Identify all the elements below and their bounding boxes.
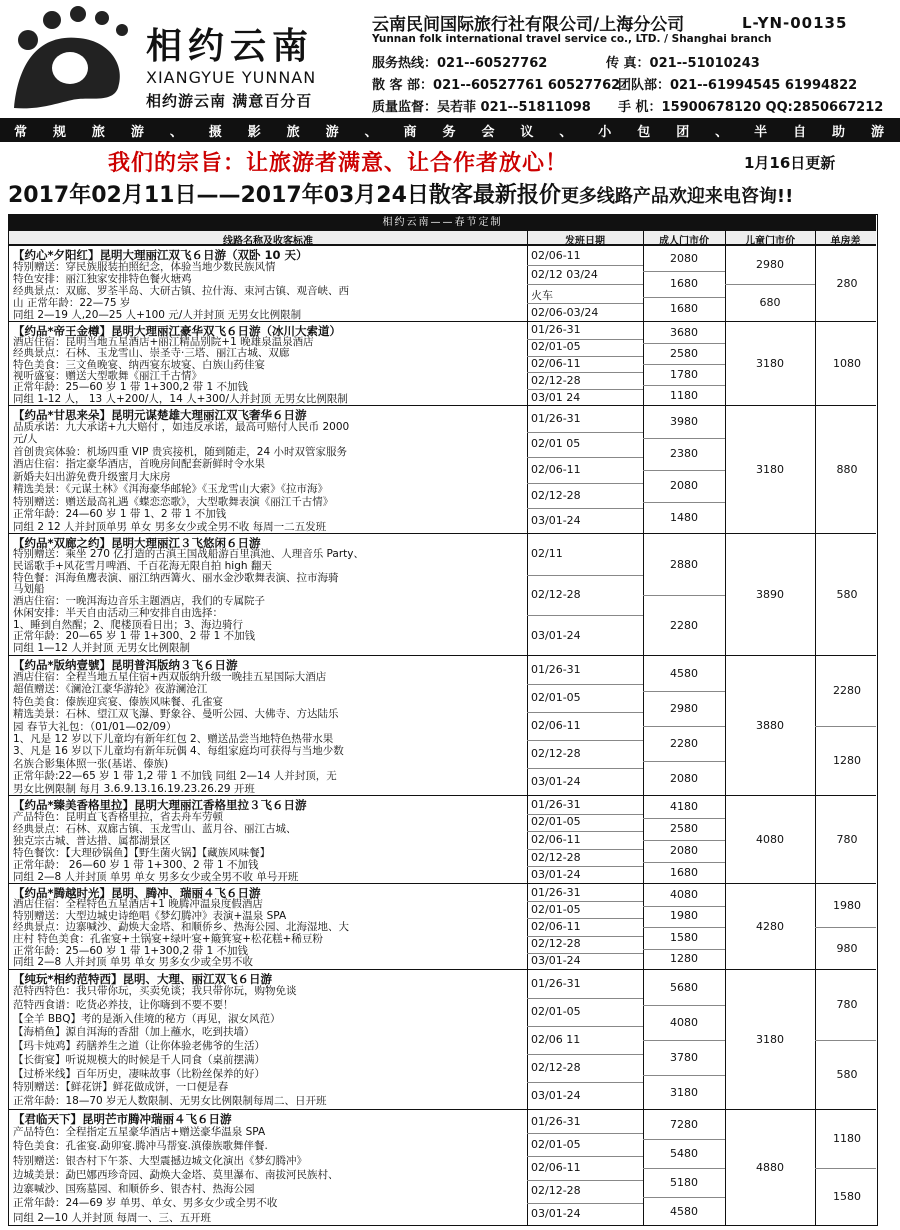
row-divider [643, 595, 725, 596]
single-supplement: 580 [836, 1068, 858, 1081]
departure-date: 03/01-24 [531, 1089, 581, 1102]
route-detail-line: 精选美景：石林、望江双飞瀑、野象谷、曼听公园、大佛寺、方达陆乐 [13, 708, 339, 721]
adult-price: 2080 [670, 479, 698, 492]
route-detail-line: 首创贵宾体验：机场四重 VIP 贵宾接机，随到随走，24 小时双管家服务 [13, 445, 347, 458]
adult-price: 2580 [670, 822, 698, 835]
route-detail-line: 山 正常年龄：22—75 岁 [13, 297, 131, 309]
route-detail-line: 范特西食谱：吃货必养技，让你嗨到不要不要！ [13, 998, 234, 1011]
row-divider [527, 953, 643, 954]
business-line-char: 常 [14, 124, 30, 140]
fax: 传 真：021--51010243 [606, 56, 760, 71]
departure-date: 02/12-28 [531, 850, 581, 864]
adult-price: 1480 [670, 511, 698, 524]
departure-date: 03/01-24 [531, 775, 581, 788]
route-detail-line: 正常年龄：18—70 岁无人数限制、无男女比例限制每周二、日开班 [13, 1095, 327, 1108]
adult-price: 2880 [670, 557, 698, 571]
adult-price: 4080 [670, 1015, 698, 1029]
route-detail-line: 名族合影集体照一张(基诺、傣族) [13, 757, 169, 770]
group-dept-phone: 团队部：021--61994545 61994822 [618, 78, 858, 93]
row-divider [643, 297, 725, 298]
route-detail-line: 正常年龄： 26—60 岁 1 带 1+300、2 带 1 不加钱 [13, 859, 259, 871]
route-block [9, 795, 876, 883]
row-divider [643, 1040, 725, 1041]
departure-date: 02/12-28 [531, 488, 581, 502]
headline-sub: 更多线路产品欢迎来电咨询!! [560, 186, 794, 207]
adult-price: 1680 [670, 302, 698, 316]
departure-date: 01/26-31 [531, 411, 581, 425]
adult-price: 3180 [670, 1085, 698, 1099]
business-line-char: 游 [870, 124, 886, 140]
departure-date: 02/06 11 [531, 1033, 581, 1046]
route-title: 【约心*夕阳红】昆明大理丽江双飞６日游（双卧 10 天） [13, 248, 308, 262]
retail-dept-phone: 散 客 部：021--60527761 60527762 [372, 78, 621, 93]
col-adult: 成人门市价 [659, 236, 709, 247]
departure-date: 02/06-03/24 [531, 305, 599, 319]
row-divider [815, 1168, 876, 1169]
business-line-char: 小 [598, 124, 614, 140]
business-line-char: 、 [169, 124, 185, 140]
row-divider [527, 483, 643, 484]
child-price: 3880 [756, 719, 784, 732]
child-price: 4880 [756, 1161, 784, 1174]
departure-date: 02/12-28 [531, 1061, 581, 1074]
row-divider [527, 372, 643, 373]
business-line-char: 规 [52, 124, 68, 140]
route-detail-line: 特色安排：丽江独家安排特色餐火塘鸡 [13, 273, 192, 285]
departure-date: 03/01-24 [531, 868, 581, 882]
company-name: 云南民间国际旅行社有限公司/上海分公司 [372, 15, 685, 35]
departure-date: 02/06-11 [531, 248, 581, 262]
departure-date: 02/01-05 [531, 691, 581, 704]
business-line-char: 商 [403, 124, 419, 140]
adult-price: 2980 [670, 701, 698, 715]
row-divider [527, 1203, 643, 1204]
route-detail-line: 新婚夫妇出游免费升级蜜月大床房 [13, 470, 171, 483]
business-line-char: 、 [715, 124, 731, 140]
route-detail-line: 边寨喊沙、国殇墓园、和顺侨乡、银杏村、热海公园 [13, 1183, 255, 1196]
adult-price: 3980 [670, 415, 698, 428]
row-divider [527, 849, 643, 850]
route-detail-line: 特别赠送：赠送最高礼遇《蝶恋恋歌》，大型歌舞表演《丽江千古情》 [13, 495, 334, 508]
route-detail-line: 独克宗古城、普达措、属都湖景区 [13, 835, 171, 847]
route-detail-line: 正常年龄：25—60 岁 1 带 1+300,2 带 1 不加钱 [13, 944, 248, 957]
departure-date: 03/01-24 [531, 628, 581, 642]
route-detail-line: 视听盛宴：赠送大型歌舞《丽江千古情》 [13, 370, 202, 382]
row-divider [527, 712, 643, 713]
adult-price: 2380 [670, 447, 698, 460]
row-divider [527, 768, 643, 769]
route-detail-line: 产品特色：全程指定五星豪华酒店+赠送豪华温泉 SPA [13, 1126, 266, 1138]
route-title: 【约品*甘思来朵】昆明元谋楚雄大理丽江双飞奢华６日游 [13, 408, 307, 422]
route-block [9, 883, 876, 969]
row-divider [527, 389, 643, 390]
brand-slogan: 相约游云南 满意百分百 [146, 92, 313, 110]
route-detail-line: 经典景点：边寨喊沙、勐焕大金塔、和顺侨乡、热海公园、北海湿地、大 [13, 921, 349, 934]
brand-name-en: XIANGYUE YUNNAN [146, 68, 317, 87]
adult-price: 4080 [670, 887, 698, 901]
route-detail-line: 【海梢鱼】源自洱海的香甜（加上蘸水，吃到扶墙） [13, 1026, 255, 1039]
departure-date: 02/12-28 [531, 1184, 581, 1198]
business-line-char: 、 [559, 124, 575, 140]
route-detail-line: 特别赠送：穿民族服装拍照纪念，体验当地少数民族风情 [13, 261, 276, 273]
departure-date: 02/01-05 [531, 1137, 581, 1151]
adult-price: 2080 [670, 844, 698, 857]
departure-date: 火车 [531, 288, 553, 302]
single-supplement: 780 [836, 833, 858, 846]
row-divider [527, 1082, 643, 1083]
route-title: 【约品*双廊之约】昆明大理丽江３飞悠闲６日游 [13, 536, 261, 550]
departure-date: 02/01 05 [531, 437, 581, 451]
child-price: 4280 [756, 920, 784, 933]
departure-date: 02/12-28 [531, 937, 581, 951]
route-detail-line: 正常年龄：24—69 岁 单男、单女、男多女少或全男不收 [13, 1197, 278, 1210]
row-divider [643, 761, 725, 762]
route-detail-line: 特色餐：洱海鱼鹰表演、丽江纳西篝火、丽水金沙歌舞表演、拉市海骑 [13, 571, 339, 584]
route-block [9, 245, 876, 321]
route-detail-line: 民谣歌手+风花雪月啤酒、千百花海无限自拍 high 翻天 [13, 559, 272, 572]
departure-date: 03/01-24 [531, 1207, 581, 1221]
row-divider [725, 284, 815, 285]
row-divider [527, 831, 643, 832]
route-detail-line: 酒店住宿：全程特色五星酒店+1 晚腾冲温泉度假酒店 [13, 898, 263, 910]
single-supplement: 1080 [833, 357, 861, 370]
header [0, 0, 900, 118]
route-detail-line: 3、凡是 16 岁以下儿童均有新年玩偶 4、每组家庭均可获得与当地少数 [13, 745, 344, 758]
route-detail-line: 边城美景：勐巴娜西珍奇园、勐焕大金塔、莫里瀑布、南拔河民族村、 [13, 1168, 339, 1181]
single-supplement: 1580 [833, 1190, 861, 1203]
quality-supervision: 质量监督：吴若菲 021--51811098 [372, 100, 591, 115]
row-divider [527, 284, 643, 285]
route-detail-line: 同组 1—12 人并封顶 无男女比例限制 [13, 642, 191, 655]
single-supplement: 1980 [833, 898, 861, 912]
route-detail-line: 男女比例限制 每月 3.6.9.13.16.19.23.26.29 开班 [13, 782, 255, 795]
row-divider [643, 1139, 725, 1140]
adult-price: 3680 [670, 325, 698, 339]
business-line-char: 旅 [286, 124, 302, 140]
route-detail-line: 正常年龄：20—65 岁 1 带 1+300、2 带 1 不加钱 [13, 630, 256, 643]
departure-date: 02/11 [531, 547, 563, 561]
child-price: 3180 [756, 1033, 784, 1046]
departure-date: 02/01-05 [531, 902, 581, 916]
adult-price: 2280 [670, 618, 698, 632]
service-hotline: 服务热线：021--60527762 [372, 56, 548, 71]
departure-date: 03/01-24 [531, 954, 581, 968]
route-detail-line: 经典景点：石林、玉龙雪山、崇圣寺·三塔、丽江古城、双廊 [13, 347, 290, 360]
row-divider [643, 502, 725, 503]
route-detail-line: 1、睡到自然醒；2、爬楼顶看日出；3、海边骑行 [13, 618, 244, 631]
route-detail-line: 正常年龄:22—65 岁 1 带 1,2 带 1 不加钱 同组 2—14 人并封顶，无 [13, 770, 337, 783]
single-supplement: 580 [836, 588, 858, 601]
route-detail-line: 酒店住宿：指定豪华酒店，首晚房间配套新鲜时令水果 [13, 458, 265, 471]
route-detail-line: 元/人 [13, 433, 38, 446]
table-title: 相约云南——春节定制 [9, 215, 876, 231]
row-divider [643, 906, 725, 907]
route-block [9, 321, 876, 405]
row-divider [527, 998, 643, 999]
route-detail-line: 特别赠送：大型边城史诗绝唱《梦幻腾冲》表演+温泉 SPA [13, 909, 287, 922]
route-title: 【约品*臻美香格里拉】昆明大理丽江香格里拉３飞６日游 [13, 798, 307, 812]
row-divider [527, 1133, 643, 1134]
price-table [8, 214, 878, 1226]
row-divider [527, 1156, 643, 1157]
route-detail-line: 精选美景：《元谋土林》《洱海豪华邮轮》《玉龙雪山大索》《拉市海》 [13, 483, 328, 496]
adult-price: 5680 [670, 980, 698, 994]
mobile-qq: 手 机：15900678120 QQ:2850667212 [618, 100, 884, 115]
business-line-char: 游 [325, 124, 341, 140]
route-detail-line: 特别赠送：乘坐 270 亿打造的古滇王国战船游百里滇池、人理音乐 Party、 [13, 548, 364, 560]
adult-price: 1280 [670, 952, 698, 966]
adult-price: 2080 [670, 251, 698, 265]
departure-date: 01/26-31 [531, 885, 581, 899]
route-title: 【约品*帝王金樽】昆明大理丽江豪华双飞６日游（冰川大索道） [13, 324, 342, 338]
row-divider [527, 303, 643, 304]
route-detail-line: 园 春节大礼包：（01/01—02/09） [13, 720, 177, 733]
row-divider [643, 840, 725, 841]
route-title: 【纯玩*相约范特西】昆明、大理、丽江双飞６日游 [13, 972, 273, 986]
route-detail-line: 【全羊 BBQ】考的是渐入佳境的秘方（再见，淑女风范） [13, 1012, 281, 1025]
route-block [9, 655, 876, 795]
row-divider [527, 901, 643, 902]
row-divider [643, 438, 725, 439]
route-detail-line: 酒店住宿：一晚洱海边音乐主题酒店，我们的专属院子 [13, 595, 265, 608]
route-detail-line: 产品特色：昆明直飞香格里拉，省去舟车劳顿 [13, 811, 223, 823]
company-name-en: Yunnan folk international travel service co., LTD. / Shanghai branch [372, 33, 772, 45]
route-detail-line: 范特西特色：我只带你玩，买卖免谈；我只带你玩，购物免谈 [13, 985, 297, 997]
row-divider [527, 356, 643, 357]
row-divider [643, 691, 725, 692]
row-divider [643, 385, 725, 386]
brand-name: 相约云南 [146, 25, 315, 67]
update-date: 1月16日更新 [744, 154, 836, 172]
footprint-logo-icon [8, 4, 138, 112]
departure-date: 02/01-05 [531, 340, 581, 354]
row-divider [527, 615, 643, 616]
departure-date: 03/01 24 [531, 390, 581, 404]
adult-price: 7280 [670, 1117, 698, 1131]
route-detail-line: 正常年龄：24—60 岁 1 带 1、2 带 1 不加钱 [13, 508, 227, 521]
row-divider [527, 866, 643, 867]
route-detail-line: 特色美食：傣族迎宾宴、傣族风味餐、孔雀宴 [13, 695, 223, 708]
motto: 我们的宗旨：让旅游者满意、让合作者放心！ [108, 150, 569, 176]
departure-date: 01/26-31 [531, 1114, 581, 1128]
departure-date: 02/06-11 [531, 920, 581, 933]
business-line-bar [0, 118, 900, 142]
business-line-char: 影 [247, 124, 263, 140]
departure-date: 01/26-31 [531, 663, 581, 676]
business-line-char: 包 [637, 124, 653, 140]
business-line-char: 助 [832, 124, 848, 140]
row-divider [643, 271, 725, 272]
departure-date: 02/06-11 [531, 1161, 581, 1174]
route-block [9, 1109, 876, 1225]
adult-price: 1780 [670, 367, 698, 381]
route-detail-line: 正常年龄：25—60 岁 1 带 1+300,2 带 1 不加钱 [13, 381, 248, 394]
route-detail-line: 同组 2—8 人并封顶 单男 单女 男多女少或全男不收 [13, 956, 254, 969]
route-detail-line: 休闲安排：半天自由活动三种安排自由选择： [13, 606, 223, 619]
adult-price: 2280 [670, 736, 698, 750]
row-divider [643, 818, 725, 819]
route-block [9, 405, 876, 533]
departure-date: 03/01-24 [531, 514, 581, 528]
route-detail-line: 马划船 [13, 583, 45, 596]
route-detail-line: 【玛卡炖鸡】药膳养生之道（让你体验老佛爷的生活） [13, 1040, 265, 1053]
single-supplement: 1280 [833, 754, 861, 767]
row-divider [527, 684, 643, 685]
single-supplement: 1180 [833, 1132, 861, 1145]
business-line-char: 游 [130, 124, 146, 140]
business-line-char: 团 [676, 124, 692, 140]
single-supplement: 880 [836, 463, 858, 476]
col-single: 单房差 [830, 236, 861, 247]
adult-price: 4580 [670, 1204, 698, 1218]
business-line-char: 、 [364, 124, 380, 140]
company-code: L-YN-00135 [742, 14, 848, 32]
route-detail-line: 酒店住宿：昆明当地五星酒店+丽江精品别院+1 晚雄泉温泉酒店 [13, 336, 314, 348]
route-detail-line: 特色美食：三文鱼晚宴、纳西宴东坡宴、白族山药佳宴 [13, 358, 265, 371]
route-title: 【君临天下】昆明芒市腾冲瑞丽４飞６日游 [13, 1112, 232, 1126]
adult-price: 5480 [670, 1146, 698, 1160]
business-line-char: 摄 [208, 124, 224, 140]
row-divider [527, 918, 643, 919]
row-divider [527, 575, 643, 576]
departure-date: 02/06-11 [531, 357, 581, 370]
row-divider [527, 457, 643, 458]
row-divider [527, 339, 643, 340]
route-detail-line: 同组 2—8 人并封顶 单男 单女 男多女少或全男不收 单号开班 [13, 871, 299, 883]
departure-date: 02/12 03/24 [531, 267, 598, 281]
table-header-row [9, 231, 876, 245]
row-divider [527, 814, 643, 815]
departure-date: 01/26-31 [531, 323, 581, 337]
adult-price: 1580 [670, 930, 698, 944]
row-divider [643, 343, 725, 344]
departure-date: 02/01-05 [531, 1005, 581, 1018]
departure-date: 02/06-11 [531, 719, 581, 732]
single-supplement: 280 [836, 277, 858, 290]
route-detail-line: 超值赠送：《澜沧江豪华游轮》夜游澜沧江 [13, 683, 208, 696]
adult-price: 1680 [670, 277, 698, 290]
route-detail-line: 特色餐饮：【大理砂锅鱼】【野生菌火锅】【藏族风味餐】 [13, 847, 271, 859]
row-divider [643, 949, 725, 950]
single-supplement: 780 [836, 998, 858, 1011]
route-detail-line: 酒店住宿：全程当地五星住宿+西双版纳升级一晚挂五星国际大酒店 [13, 671, 327, 683]
row-divider [643, 726, 725, 727]
departure-date: 02/12-28 [531, 747, 581, 760]
row-divider [527, 1180, 643, 1181]
row-divider [815, 726, 876, 727]
departure-date: 02/12-28 [531, 373, 581, 387]
row-divider [643, 862, 725, 863]
row-divider [643, 1197, 725, 1198]
business-line-char: 务 [442, 124, 458, 140]
route-block [9, 533, 876, 655]
adult-price: 4580 [670, 666, 698, 680]
departure-date: 01/26-31 [531, 797, 581, 811]
business-line-char: 会 [481, 124, 497, 140]
single-supplement: 2280 [833, 684, 861, 697]
adult-price: 5180 [670, 1175, 698, 1189]
row-divider [643, 927, 725, 928]
business-line-char: 旅 [91, 124, 107, 140]
row-divider [643, 470, 725, 471]
departure-date: 02/06-11 [531, 463, 581, 476]
route-detail-line: 同组 2—10 人并封顶 每周一、三、五开班 [13, 1211, 212, 1224]
departure-date: 01/26-31 [531, 977, 581, 990]
row-divider [643, 1168, 725, 1169]
row-divider [527, 936, 643, 937]
route-detail-line: 【过桥米线】百年历史，凄味故事（比粉丝保养的好） [13, 1067, 265, 1080]
route-detail-line: 特色美食：孔雀宴.勐卯宴.腾冲马帮宴.滇傣族歌舞伴餐. [13, 1140, 268, 1153]
route-detail-line: 经典景点：双廊、罗荃半岛、大研古镇、拉什海、束河古镇、观音峡、西 [13, 285, 349, 297]
child-price: 680 [759, 296, 781, 309]
single-supplement: 980 [836, 941, 858, 955]
route-detail-line: 同组 1-12 人， 13 人+200/人，14 人+300/人并封顶 无男女比例限制 [13, 392, 348, 405]
headline [8, 178, 793, 209]
departure-date: 02/01-05 [531, 815, 581, 829]
col-child: 儿童门市价 [745, 236, 795, 247]
adult-price: 2080 [670, 771, 698, 785]
adult-price: 1980 [670, 909, 698, 923]
child-price: 3890 [756, 588, 784, 601]
row-divider [527, 740, 643, 741]
route-detail-line: 特别赠送：【鲜花饼】鲜花做成饼，一口便是春 [13, 1081, 229, 1094]
route-detail-line: 【长街宴】听说规模大的时候是千人同食（桌前摆满） [13, 1053, 265, 1066]
route-detail-line: 1、凡是 12 岁以下儿童均有新年红包 2、赠送品尝当地特色热带水果 [13, 733, 334, 745]
route-title: 【约品*腾越时光】昆明、腾冲、瑞丽４飞６日游 [13, 886, 261, 900]
row-divider [527, 1026, 643, 1027]
headline-main: 2017年02月11日——2017年03月24日散客最新报价 [8, 183, 561, 208]
business-line-char: 半 [754, 124, 770, 140]
child-price: 3180 [756, 357, 784, 370]
route-title: 【约品*版纳壹號】昆明普洱版纳３飞６日游 [13, 658, 238, 672]
row-divider [815, 927, 876, 928]
route-detail-line: 特别赠送：银杏村下午茶、大型震撼边城文化演出《梦幻腾冲》 [13, 1154, 307, 1167]
route-detail-line: 同组 2—19 人,20—25 人+100 元/人并封顶 无男女比例限制 [13, 309, 302, 321]
route-detail-line: 品质承诺：九大承诺+九大赔付 ，如违反承诺，最高可赔付人民币 2000 [13, 421, 350, 433]
departure-date: 02/12-28 [531, 588, 581, 601]
route-block [9, 969, 876, 1109]
row-divider [527, 432, 643, 433]
row-divider [527, 1054, 643, 1055]
adult-price: 1680 [670, 866, 698, 879]
adult-price: 1180 [670, 388, 698, 402]
row-divider [643, 364, 725, 365]
route-detail-line: 同组 2 12 人并封顶单男 单女 男多女少或全男不收 每周一二五发班 [13, 520, 327, 533]
adult-price: 4180 [670, 800, 698, 813]
child-price: 4080 [756, 833, 784, 846]
row-divider [527, 265, 643, 266]
col-date: 发班日期 [565, 236, 605, 247]
route-detail-line: 庄村 特色美食：孔雀宴+土锅宴+绿叶宴+簸箕宴+松花糕+稀豆粉 [13, 933, 323, 945]
business-line-char: 自 [793, 124, 809, 140]
child-price: 2980 [756, 258, 784, 271]
col-route: 线路名称及收客标准 [223, 236, 313, 247]
route-detail-line: 经典景点：石林、双廊古镇、玉龙雪山、蓝月谷、丽江古城、 [13, 823, 297, 835]
adult-price: 2580 [670, 346, 698, 360]
departure-date: 02/06-11 [531, 833, 581, 846]
child-price: 3180 [756, 463, 784, 476]
row-divider [527, 508, 643, 509]
adult-price: 3780 [670, 1050, 698, 1064]
business-line-char: 议 [520, 124, 536, 140]
row-divider [815, 1040, 876, 1041]
row-divider [643, 1005, 725, 1006]
row-divider [643, 1075, 725, 1076]
